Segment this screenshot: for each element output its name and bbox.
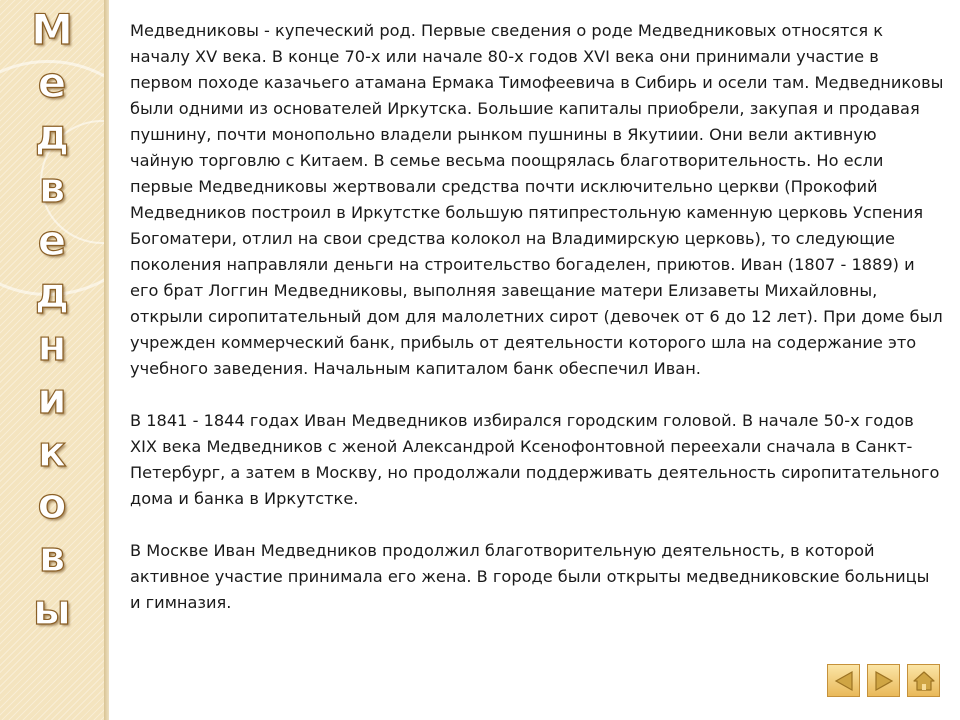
back-arrow-icon (832, 669, 856, 693)
title-letter: д (35, 110, 69, 160)
title-letter: в (38, 531, 66, 581)
title-letter: д (35, 268, 69, 318)
title-letter: ы (33, 584, 71, 634)
slide-navigation (827, 664, 940, 697)
next-slide-button[interactable] (867, 664, 900, 697)
forward-arrow-icon (872, 669, 896, 693)
title-letter: М (31, 5, 73, 54)
title-letter: е (37, 215, 67, 265)
title-letter: н (37, 321, 67, 371)
paragraph-history: Медведниковы - купеческий род. Первые сведения о роде Медведниковых относятся к началу XV века. В конце 70-х или начале 80-х годов XVI века они принимали участие в первом походе казачьего атамана Ермака Тимофеевича в Сибирь и осели там. Медведниковы были одними из основателей Иркутска. Большие капиталы приобрели, закупая и продавая пушнину, почти монопольно владели рынком пушнины в Якутиии. Они вели активную чайную торговлю с Китаем. В семье весьма поощрялась благотворительность. Но если первые Медведниковы жертвовали средства почти исключительно церкви (Прокофий Медведников построил в Иркутстке большую пятипрестольную каменную церковь Успения Богоматери, отлил на свои средства колокол на Владимирскую церковь), то следующие поколения направляли деньги на строительство богаделен, приютов. Иван (1807 - 1889) и его брат Логгин Медведниковы, выполняя завещание матери Елизаветы Михайловны, открыли сиропитательный дом для малолетних сирот (девочек от 6 до 12 лет). При доме был учрежден коммерческий банк, прибыль от деятельности которого шла на содержание это учебного заведения. Начальным капиталом банк обеспечил Иван. (130, 21, 944, 378)
title-letter: и (37, 373, 67, 423)
previous-slide-button[interactable] (827, 664, 860, 697)
sidebar-edge (104, 0, 109, 720)
paragraph-mayor: В 1841 - 1844 годах Иван Медведников избирался городским головой. В начале 50-х годов XIX века Медведников с женой Александрой Ксенофонтовной переехали сначала в Санкт-Петербург, а затем в Москву, но продолжали поддерживать деятельность сиропитательного дома и банка в Иркутстке. (130, 411, 940, 508)
vertical-title (0, 4, 104, 636)
paragraph-moscow: В Москве Иван Медведников продолжил благотворительную деятельность, в которой активное участие принимала его жена. В городе были открыты медведниковские больницы и гимназия. (130, 541, 930, 612)
title-letter: к (37, 426, 67, 476)
title-letter: е (37, 57, 67, 107)
title-sidebar (0, 0, 104, 720)
slide-body (130, 18, 945, 642)
title-letter: о (37, 479, 67, 529)
home-slide-button[interactable] (907, 664, 940, 697)
title-letter: в (38, 163, 66, 213)
home-icon (912, 669, 936, 693)
